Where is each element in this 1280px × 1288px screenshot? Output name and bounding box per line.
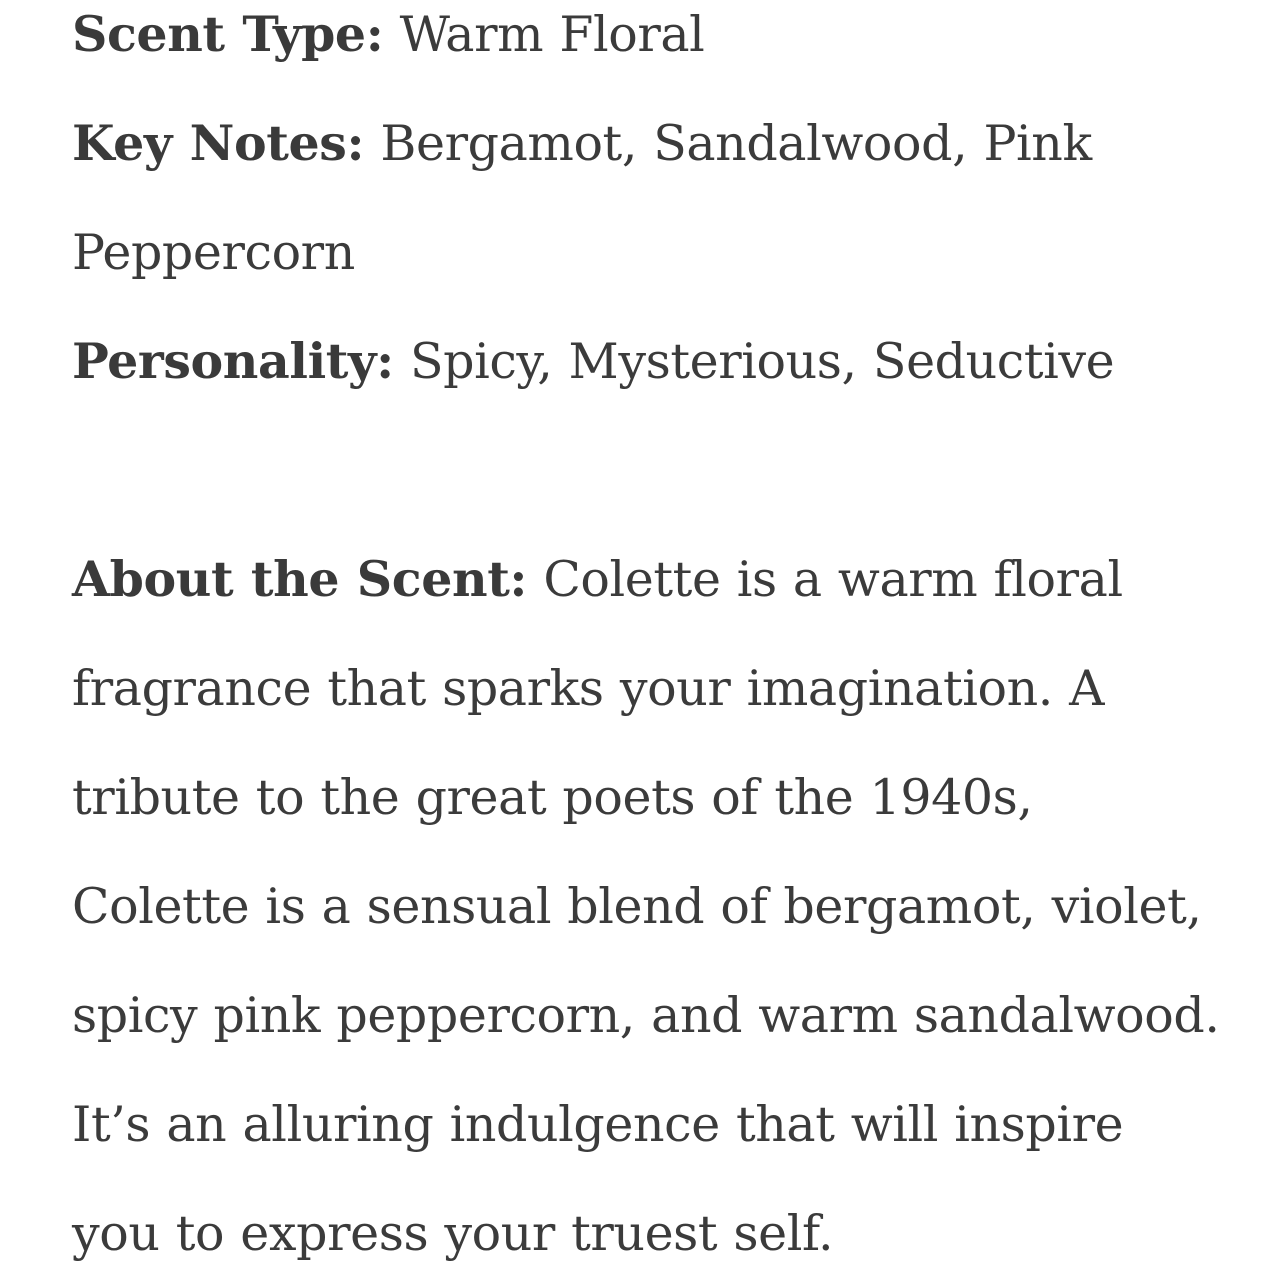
key-notes-value: Bergamot, Sandalwood, Pink Peppercorn	[72, 115, 1092, 281]
personality-row	[72, 307, 1222, 416]
section-spacer	[72, 416, 1222, 525]
about-text: Colette is a warm floral fragrance that sparks your imagination. A tribute to the great poets of the 1940s, Colette is a sensual blend of bergamot, violet, spicy pink peppercorn, and warm sandalwood. It’s an alluring indulgence that will inspire you to express your truest self.	[72, 551, 1220, 1262]
personality-value: Spicy, Mysterious, Seductive	[409, 333, 1115, 390]
product-description	[72, 0, 1222, 1288]
key-notes-label: Key Notes:	[72, 114, 365, 172]
key-notes-row	[72, 89, 1222, 307]
scent-type-row	[72, 0, 1222, 89]
personality-label: Personality:	[72, 332, 394, 390]
scent-type-label: Scent Type:	[72, 5, 384, 63]
about-label: About the Scent:	[72, 550, 528, 608]
about-paragraph	[72, 525, 1222, 1288]
scent-type-value: Warm Floral	[399, 6, 705, 63]
